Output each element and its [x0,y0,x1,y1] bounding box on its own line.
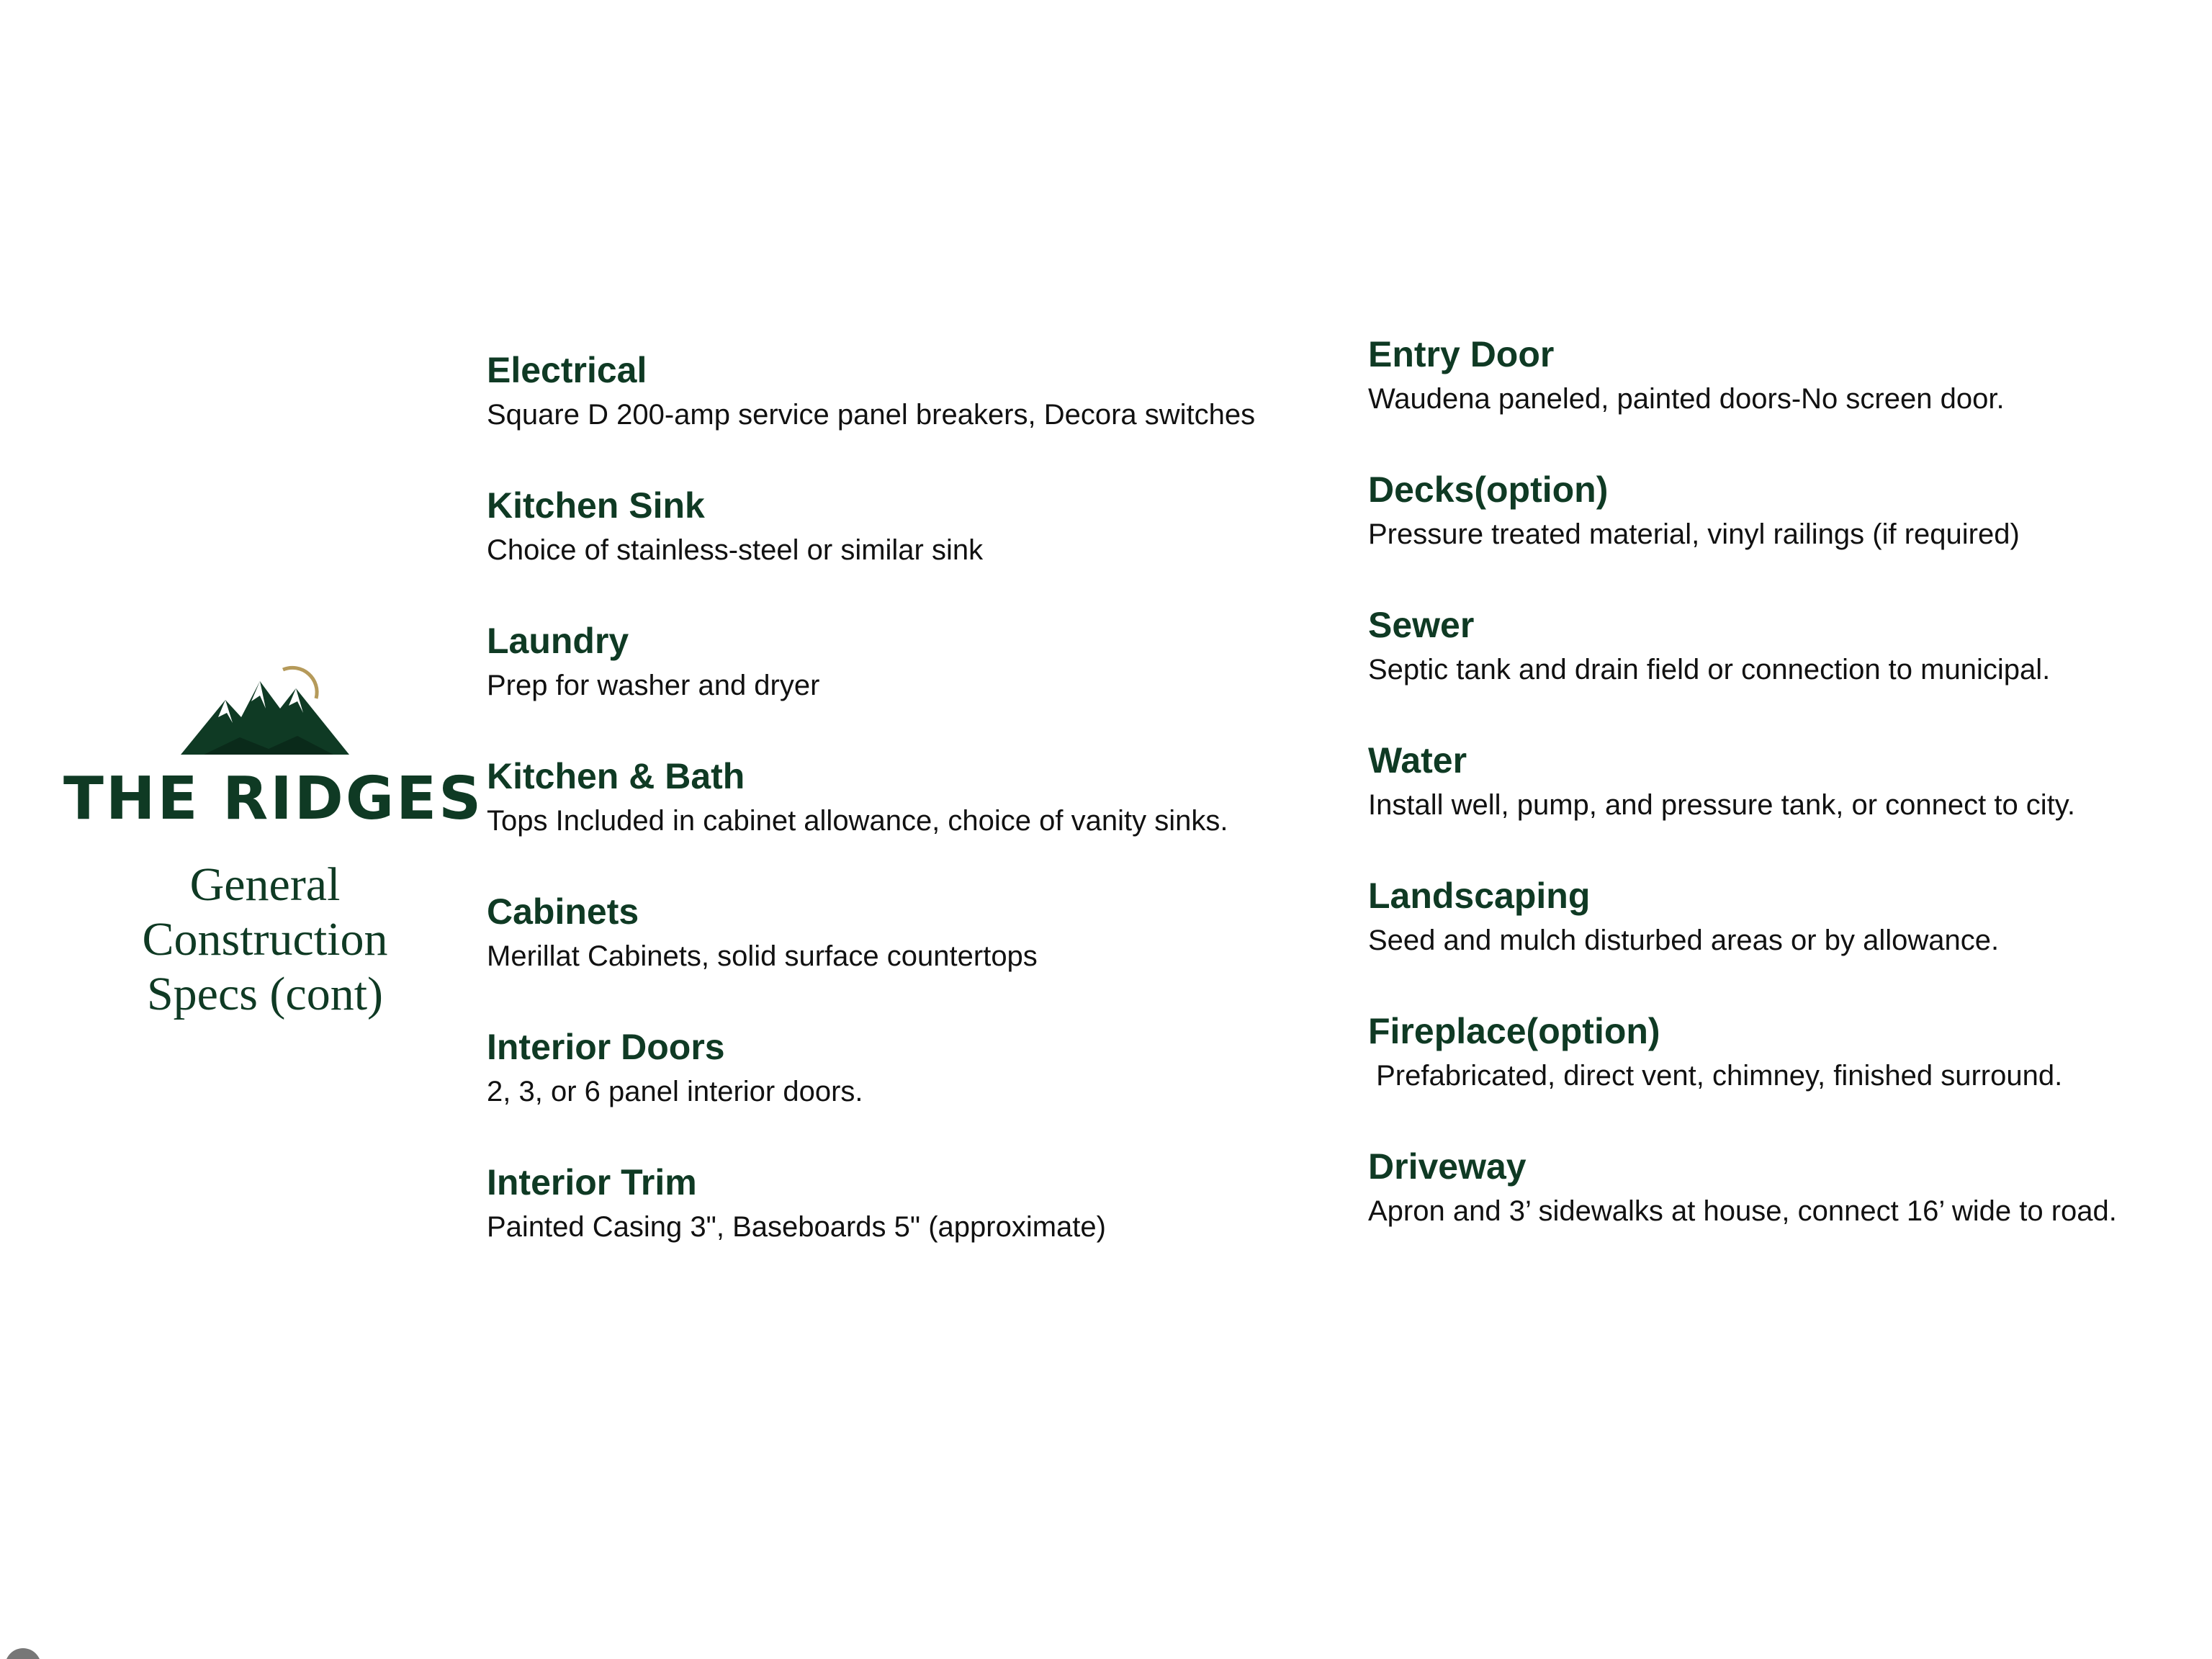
spec-item [1368,603,2196,739]
specs-column-left [487,349,1329,1296]
spec-title: Fireplace(option) [1368,1011,1660,1051]
spec-description: Painted Casing 3", Baseboards 5" (approximate) [487,1211,1106,1243]
spec-title: Kitchen & Bath [487,756,745,796]
spec-description: Pressure treated material, vinyl railings (if required) [1368,518,2020,550]
spec-item [1368,1145,2196,1280]
subtitle-line: General [189,858,341,911]
spec-item [487,1025,1329,1161]
page-subtitle [63,858,467,1022]
spec-title: Interior Doors [487,1027,725,1067]
spec-title: Laundry [487,621,629,661]
spec-title: Sewer [1368,605,1475,645]
spec-description: Seed and mulch disturbed areas or by allowance. [1368,925,2000,956]
spec-title: Decks(option) [1368,469,1609,510]
spec-item [487,619,1329,755]
subtitle-line: Specs (cont) [146,968,384,1020]
compass-icon [4,1647,42,1659]
spec-description: Install well, pump, and pressure tank, or connect to city. [1368,789,2075,821]
spec-item [487,484,1329,619]
spec-description: Septic tank and drain field or connection to municipal. [1368,654,2051,685]
spec-item [487,890,1329,1025]
spec-title: Kitchen Sink [487,485,705,526]
spec-description: Square D 200-amp service panel breakers, Decora switches [487,399,1256,431]
mountain-icon [175,648,355,756]
spec-title: Cabinets [487,891,639,932]
spec-description: Tops Included in cabinet allowance, choice of vanity sinks. [487,805,1228,837]
spec-item [1368,739,2196,874]
spec-title: Water [1368,740,1467,781]
subtitle-line: Construction [142,913,388,966]
brand-block [63,648,484,1022]
spec-description: Prefabricated, direct vent, chimney, finished surround. [1368,1060,2063,1092]
spec-title: Entry Door [1368,334,1555,374]
spec-item [487,755,1329,890]
spec-description: Merillat Cabinets, solid surface countertops [487,940,1038,972]
spec-title: Driveway [1368,1146,1527,1187]
spec-description: Apron and 3’ sidewalks at house, connect 16’ wide to road. [1368,1195,2117,1227]
spec-item [1368,1010,2196,1145]
spec-description: Waudena paneled, painted doors-No screen door. [1368,383,2005,415]
spec-description: Prep for washer and dryer [487,670,820,701]
spec-description: Choice of stainless-steel or similar sink [487,534,984,566]
spec-item [487,1161,1329,1296]
brand-name: THE RIDGES [63,765,484,833]
spec-title: Electrical [487,350,647,390]
spec-item [487,349,1329,484]
spec-item [1368,333,2196,468]
spec-description: 2, 3, or 6 panel interior doors. [487,1076,863,1107]
spec-title: Landscaping [1368,876,1591,916]
spec-title: Interior Trim [487,1162,697,1202]
spec-item [1368,874,2196,1010]
specs-column-right [1368,333,2196,1280]
spec-item [1368,468,2196,603]
